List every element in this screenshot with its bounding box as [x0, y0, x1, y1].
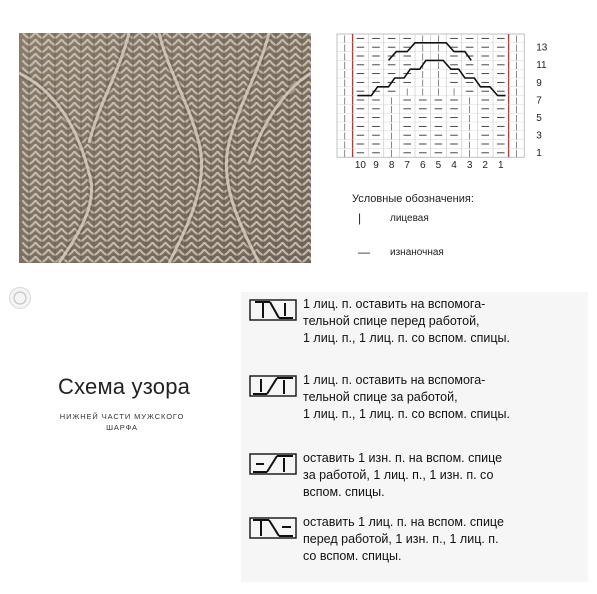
legend-item-label: лицевая — [390, 213, 429, 224]
cable-symbol-description — [303, 296, 583, 347]
column-label: 4 — [451, 160, 457, 170]
legend-title: Условные обозначения: — [352, 193, 474, 205]
svg-text:|: | — [437, 71, 440, 79]
column-label: 8 — [388, 160, 395, 170]
column-label: 2 — [482, 160, 488, 170]
svg-text:|: | — [515, 89, 518, 96]
svg-text:|: | — [343, 141, 346, 149]
page-subtitle: НИЖНЕЙ ЧАСТИ МУЖСКОГО ШАРФА — [59, 412, 185, 432]
svg-text:|: | — [515, 45, 518, 52]
svg-text:|: | — [468, 150, 471, 158]
svg-text:|: | — [390, 133, 393, 140]
description-line: 1 лиц. п., 1 лиц. п. со вспом. спицы. — [303, 331, 510, 345]
svg-text:|: | — [468, 106, 471, 114]
cable-symbol-description — [303, 450, 583, 501]
svg-text:|: | — [390, 115, 393, 123]
purl-right-cross-symbol-icon — [249, 516, 297, 545]
svg-text:|: | — [390, 150, 393, 158]
svg-text:|: | — [437, 80, 440, 88]
svg-text:|: | — [421, 53, 424, 61]
svg-text:|: | — [437, 62, 440, 70]
description-line: оставить 1 изн. п. на вспом. спице — [303, 451, 503, 465]
svg-text:|: | — [421, 89, 424, 96]
chart-legend — [352, 193, 572, 259]
svg-text:|: | — [421, 62, 424, 70]
svg-text:|: | — [343, 89, 346, 96]
description-line: тельной спице перед работой, — [303, 314, 480, 328]
cable-symbol-description — [303, 372, 583, 423]
svg-text:|: | — [437, 53, 440, 61]
svg-text:|: | — [468, 124, 471, 132]
svg-text:|: | — [468, 133, 471, 140]
purl-symbol: — — [358, 245, 370, 259]
svg-text:|: | — [343, 80, 346, 88]
svg-text:|: | — [343, 53, 346, 61]
svg-text:|: | — [453, 89, 455, 96]
description-line: 1 лиц. п. оставить на вспомога- — [303, 373, 486, 387]
column-label: 3 — [466, 160, 473, 170]
svg-text:|: | — [343, 106, 346, 114]
row-label: 1 — [536, 148, 542, 160]
svg-text:|: | — [515, 141, 518, 149]
row-label: 9 — [536, 77, 542, 89]
svg-text:|: | — [390, 97, 393, 105]
svg-text:|: | — [437, 36, 440, 44]
knitting-chart — [331, 30, 579, 170]
svg-text:|: | — [515, 150, 518, 158]
column-label: 10 — [354, 160, 366, 170]
svg-text:|: | — [343, 150, 346, 158]
svg-text:|: | — [343, 115, 346, 123]
svg-text:|: | — [437, 45, 440, 52]
svg-text:|: | — [515, 71, 518, 79]
page-title: Схема узора — [58, 374, 191, 399]
svg-text:|: | — [343, 45, 346, 52]
svg-text:|: | — [468, 97, 471, 105]
column-label: 7 — [404, 160, 410, 170]
svg-text:|: | — [515, 133, 518, 140]
row-label: 11 — [536, 60, 547, 72]
cable-symbols-panel — [241, 292, 588, 582]
cable-symbol-description — [303, 514, 583, 565]
svg-text:|: | — [515, 124, 518, 132]
svg-text:|: | — [515, 53, 518, 61]
carousel-prev-icon[interactable] — [9, 287, 31, 309]
svg-text:|: | — [437, 89, 440, 96]
svg-text:|: | — [421, 80, 424, 88]
description-line: оставить 1 лиц. п. на вспом. спице — [303, 515, 504, 529]
column-label: 1 — [498, 160, 504, 170]
row-label: 5 — [536, 113, 542, 124]
row-label: 13 — [536, 42, 548, 54]
description-line: за работой, 1 лиц. п., 1 изн. п. со — [303, 468, 494, 482]
svg-text:|: | — [406, 89, 409, 96]
column-label: 9 — [373, 160, 379, 170]
svg-text:|: | — [421, 36, 424, 44]
svg-text:|: | — [343, 124, 346, 132]
svg-text:|: | — [390, 106, 393, 114]
svg-text:|: | — [515, 106, 518, 114]
description-line: перед работой, 1 изн. п., 1 лиц. п. — [303, 532, 499, 546]
column-label: 6 — [420, 160, 426, 170]
legend-item-label: изнаночная — [390, 247, 444, 258]
svg-text:|: | — [515, 80, 518, 88]
svg-text:|: | — [421, 71, 424, 79]
description-line: 1 лиц. п. оставить на вспомога- — [303, 297, 486, 311]
svg-text:|: | — [390, 124, 393, 132]
svg-text:|: | — [515, 62, 518, 70]
svg-text:|: | — [515, 36, 518, 44]
row-label: 7 — [536, 95, 542, 107]
left-cross-knit-symbol-icon — [249, 374, 297, 403]
svg-text:|: | — [390, 141, 393, 149]
knit-symbol: | — [358, 211, 362, 225]
column-label: 5 — [435, 160, 442, 170]
svg-text:|: | — [515, 97, 518, 105]
description-line: со вспом. спицы. — [303, 549, 402, 563]
description-line: вспом. спицы. — [303, 485, 385, 499]
svg-text:|: | — [468, 141, 471, 149]
svg-text:|: | — [515, 115, 518, 123]
svg-text:|: | — [343, 71, 346, 79]
row-label: 3 — [536, 130, 542, 142]
knitted-sample-photo — [19, 33, 311, 263]
svg-text:|: | — [421, 45, 424, 52]
description-line: 1 лиц. п., 1 лиц. п. со вспом. спицы. — [303, 407, 510, 421]
svg-text:|: | — [468, 115, 471, 123]
purl-left-cross-symbol-icon — [249, 452, 297, 481]
svg-text:|: | — [343, 36, 346, 44]
svg-text:|: | — [343, 133, 346, 140]
svg-text:|: | — [343, 97, 346, 105]
svg-text:|: | — [343, 62, 346, 70]
description-line: тельной спице за работой, — [303, 390, 458, 404]
right-cross-knit-symbol-icon — [249, 298, 297, 327]
